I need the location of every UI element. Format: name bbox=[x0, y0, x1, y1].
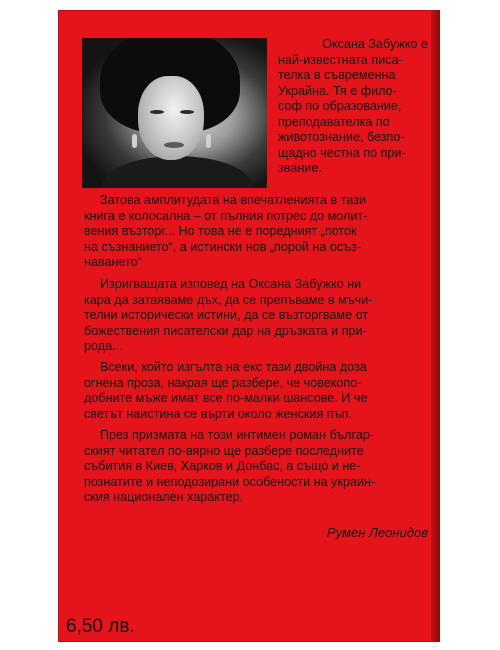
price-label: 6,50 лв. bbox=[66, 616, 135, 637]
photo-eye-right bbox=[180, 110, 194, 114]
cover-spine-edge bbox=[431, 10, 440, 642]
bio-line: соф по образование, bbox=[278, 99, 402, 113]
paragraph-line: ският читател по-вярно ще разбере последните bbox=[84, 443, 364, 458]
bio-line: преподавателка по bbox=[278, 114, 390, 129]
bio-line: щадно честна по при- bbox=[278, 145, 406, 160]
paragraph-prose bbox=[84, 360, 428, 422]
paragraph-confession bbox=[84, 277, 428, 355]
bio-line: Оксана Забужко е bbox=[322, 37, 428, 51]
author-photo bbox=[82, 38, 267, 188]
paragraph-line: Всеки, който изгълта на екс тази двойна доза bbox=[100, 360, 367, 374]
bio-line: телка в съвременна bbox=[278, 68, 396, 82]
paragraph-amplitude bbox=[84, 193, 428, 271]
paragraph-line: добните мъже имат все по-малки шансове. И че bbox=[84, 391, 368, 405]
paragraph-line: Затова амплитудата на впечатленията в тази bbox=[100, 193, 366, 207]
photo-earring-right bbox=[206, 134, 211, 148]
paragraph-line: кара да затаяваме дъх, да се препъваме в мъчи- bbox=[84, 292, 373, 307]
paragraph-line: книга е колосална – от пълния потрес до молит- bbox=[84, 208, 368, 223]
paragraph-line: божествения писателски дар на дръзката и при- bbox=[84, 323, 367, 338]
photo-eye-left bbox=[150, 110, 164, 114]
paragraph-line: рода... bbox=[84, 339, 123, 353]
paragraph-line: светът наистина се върти около женския пъп. bbox=[84, 406, 352, 421]
paragraph-prism bbox=[84, 428, 428, 506]
photo-mouth bbox=[164, 142, 184, 148]
bio-line: Украйна. Тя е фило- bbox=[278, 83, 397, 98]
photo-shoulders bbox=[102, 156, 252, 188]
paragraph-line: Изригващата изповед на Оксана Забужко ни bbox=[100, 277, 362, 291]
bio-line: звание. bbox=[278, 161, 322, 175]
paragraph-line: събития в Киев, Харков и Донбас, а също и не- bbox=[84, 459, 361, 473]
paragraph-line: вения възторг... Но това не е поредният „поток bbox=[84, 224, 357, 238]
paragraph-line: ския национален характер. bbox=[84, 490, 244, 504]
paragraph-line: наването“ bbox=[84, 255, 142, 269]
photo-earring-left bbox=[132, 134, 137, 148]
paragraph-line: на съзнанието“, а истински нов „порой на осъз- bbox=[84, 239, 361, 254]
bio-line: най-известната писа- bbox=[278, 52, 403, 67]
bio-line: животознание, безпо- bbox=[278, 130, 405, 144]
paragraph-line: огнена проза, накрая ще разбере, че човекопо- bbox=[84, 375, 362, 390]
review-author: Румен Леонидов bbox=[326, 525, 428, 540]
back-cover bbox=[58, 10, 440, 642]
author-bio bbox=[278, 37, 428, 177]
paragraph-line: познатите и неподозирани особености на украин- bbox=[84, 474, 376, 489]
paragraph-line: През призмата на този интимен роман българ- bbox=[100, 428, 375, 442]
paragraph-line: телни исторически истини, да се възторгваме от bbox=[84, 308, 369, 322]
